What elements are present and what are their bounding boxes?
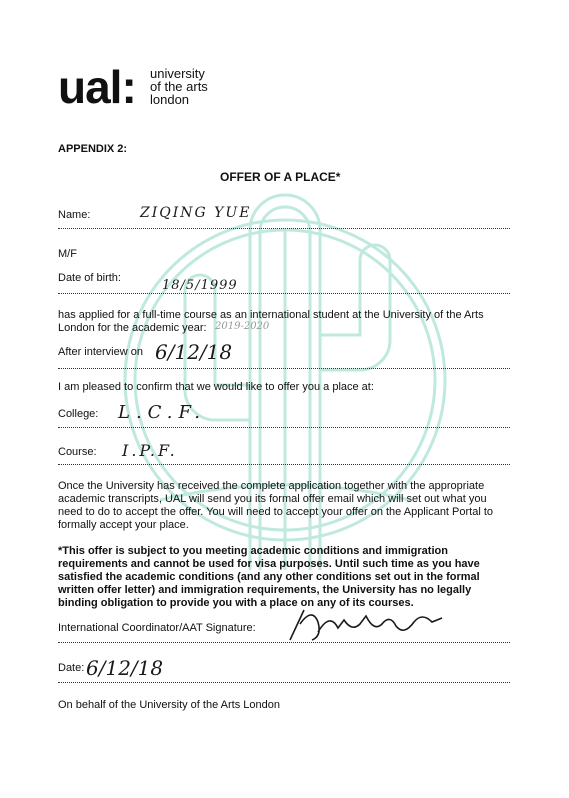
handwritten-signature xyxy=(282,602,452,646)
info-line: academic transcripts, UAL will send you its formal offer email which will set out what you xyxy=(58,493,487,505)
academic-year-value: 2019-2020 xyxy=(215,321,270,332)
conditions-line: binding obligation to provide you with a place on any of its courses. xyxy=(58,597,414,609)
applied-line-2: London for the academic year: xyxy=(58,322,207,334)
interview-line xyxy=(58,368,510,369)
college-value: L.C.F. xyxy=(118,402,206,423)
dob-line xyxy=(58,293,510,294)
applied-line-1: has applied for a full-time course as an international student at the University of the Arts xyxy=(58,309,484,321)
name-label: Name: xyxy=(58,209,91,221)
name-value: ZIQING YUE xyxy=(140,205,252,221)
course-label: Course: xyxy=(58,446,97,458)
dob-label: Date of birth: xyxy=(58,272,121,284)
info-line: Once the University has received the complete application together with the appropriate xyxy=(58,480,485,492)
college-label: College: xyxy=(58,408,99,420)
name-line xyxy=(58,228,510,229)
logo-line-3: london xyxy=(150,92,190,107)
date-line xyxy=(58,682,510,683)
conditions-line: satisfied the academic conditions (and any other conditions set out in the formal xyxy=(58,571,480,583)
logo-line-1: university xyxy=(150,66,205,81)
course-value: I.P.F. xyxy=(122,441,178,460)
date-label: Date: xyxy=(58,662,85,674)
footer-text: On behalf of the University of the Arts London xyxy=(58,699,280,711)
info-line: formally accept your place. xyxy=(58,519,189,531)
confirm-text: I am pleased to confirm that we would like to offer you a place at: xyxy=(58,381,374,393)
college-line xyxy=(58,427,510,428)
logo-line-2: of the arts xyxy=(150,79,208,94)
logo-mark: ual: xyxy=(58,61,136,113)
interview-label: After interview on xyxy=(58,346,143,358)
mf-label: M/F xyxy=(58,248,77,260)
appendix-heading: APPENDIX 2: xyxy=(58,143,128,155)
signature-line xyxy=(58,642,510,643)
signature-label: International Coordinator/AAT Signature: xyxy=(58,622,256,634)
conditions-line: *This offer is subject to you meeting academic conditions and immigration xyxy=(58,545,448,557)
interview-value: 6/12/18 xyxy=(155,340,233,364)
date-value: 6/12/18 xyxy=(86,656,164,680)
page-title: OFFER OF A PLACE* xyxy=(220,170,341,184)
conditions-paragraph xyxy=(58,545,518,610)
info-paragraph xyxy=(58,480,518,532)
conditions-line: requirements and cannot be used for visa purposes. Until such time as you have xyxy=(58,558,480,570)
conditions-line: written offer letter) and immigration requirements, the University has no legally xyxy=(58,584,472,596)
dob-value: 18/5/1999 xyxy=(162,278,238,293)
course-line xyxy=(58,464,510,465)
info-line: need to do to accept the offer. You will need to accept your offer on the Applicant Portal to xyxy=(58,506,494,518)
